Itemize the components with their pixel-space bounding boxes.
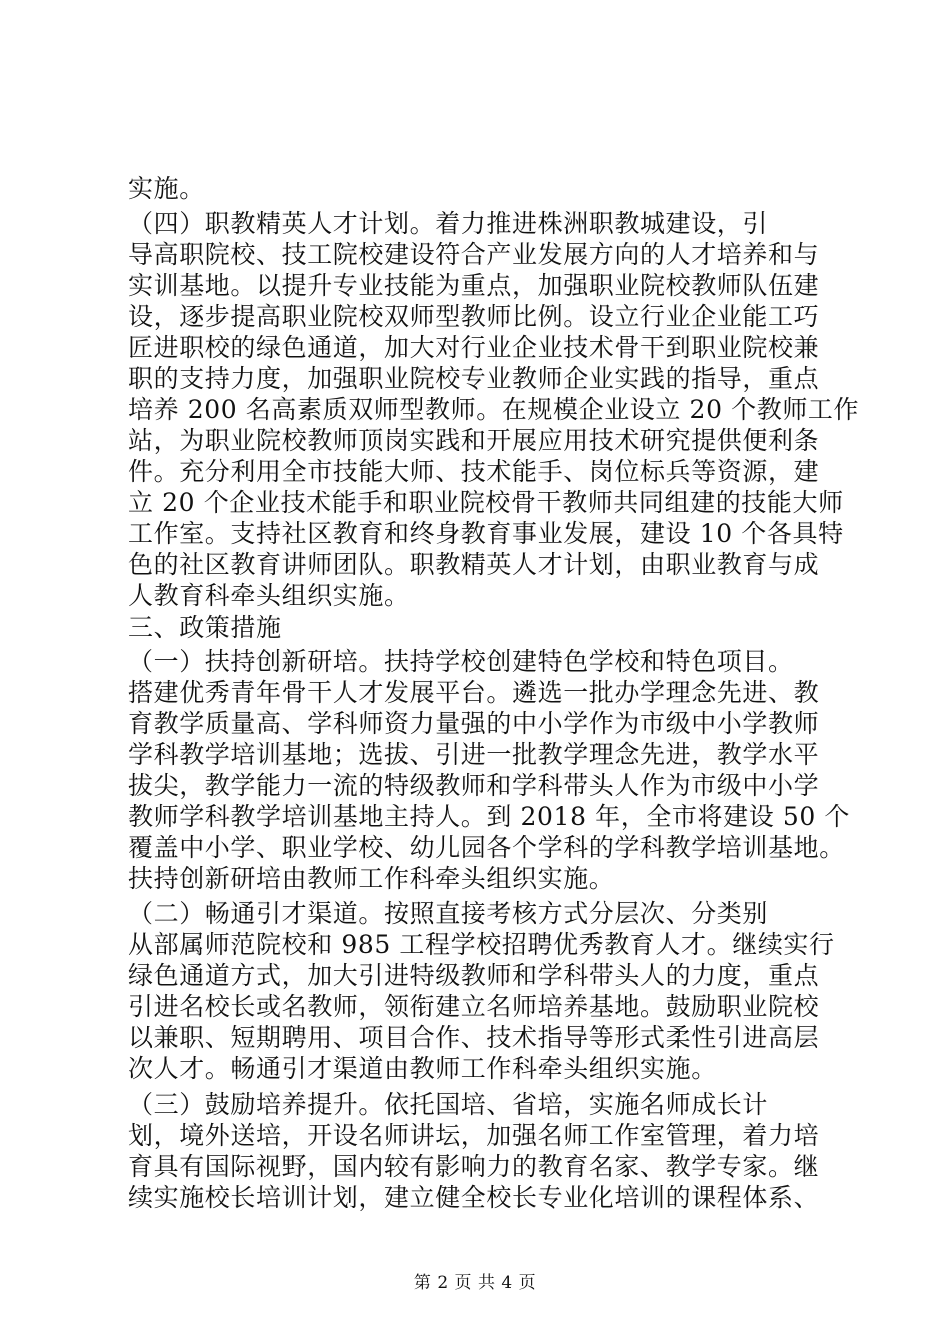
text-line: （二）畅通引才渠道。按照直接考核方式分层次、分类别: [128, 899, 769, 928]
section-heading: 三、政策措施: [128, 613, 282, 642]
text-line: 站，为职业院校教师顶岗实践和开展应用技术研究提供便利条: [128, 426, 820, 455]
text-line: 搭建优秀青年骨干人才发展平台。遴选一批办学理念先进、教: [128, 678, 820, 707]
text-line: 色的社区教育讲师团队。职教精英人才计划，由职业教育与成: [128, 550, 820, 579]
text-line: 人教育科牵头组织实施。: [128, 581, 410, 610]
text-line: 育具有国际视野，国内较有影响力的教育名家、教学专家。继: [128, 1152, 820, 1181]
text-line: 绿色通道方式，加大引进特级教师和学科带头人的力度，重点: [128, 961, 820, 990]
text-line: 实训基地。以提升专业技能为重点，加强职业院校教师队伍建: [128, 271, 820, 300]
text-line: 以兼职、短期聘用、项目合作、技术指导等形式柔性引进高层: [128, 1023, 820, 1052]
text-line: 学科教学培训基地；选拔、引进一批教学理念先进，教学水平: [128, 740, 820, 769]
text-line: 立 20 个企业技术能手和职业院校骨干教师共同组建的技能大师: [128, 488, 844, 517]
text-line: 件。充分利用全市技能大师、技术能手、岗位标兵等资源，建: [128, 457, 820, 486]
text-line: 从部属师范院校和 985 工程学校招聘优秀教育人才。继续实行: [128, 930, 835, 959]
text-line: 设，逐步提高职业院校双师型教师比例。设立行业企业能工巧: [128, 302, 820, 331]
text-line: 匠进职校的绿色通道，加大对行业企业技术骨干到职业院校兼: [128, 333, 820, 362]
text-line: 教师学科教学培训基地主持人。到 2018 年，全市将建设 50 个: [128, 802, 851, 831]
text-line: 拔尖，教学能力一流的特级教师和学科带头人作为市级中小学: [128, 771, 820, 800]
text-line: 续实施校长培训计划，建立健全校长专业化培训的课程体系、: [128, 1183, 820, 1212]
text-line: 培养 200 名高素质双师型教师。在规模企业设立 20 个教师工作: [128, 395, 860, 424]
text-line: （一）扶持创新研培。扶持学校创建特色学校和特色项目。: [128, 647, 794, 676]
text-line: （四）职教精英人才计划。着力推进株洲职教城建设，引: [128, 209, 769, 238]
text-line: 实施。: [128, 174, 205, 203]
text-line: 职的支持力度，加强职业院校专业教师企业实践的指导，重点: [128, 364, 820, 393]
text-line: 划，境外送培，开设名师讲坛，加强名师工作室管理，着力培: [128, 1121, 820, 1150]
text-line: 导高职院校、技工院校建设符合产业发展方向的人才培养和与: [128, 240, 820, 269]
text-line: 工作室。支持社区教育和终身教育事业发展，建设 10 个各具特: [128, 519, 844, 548]
text-line: 扶持创新研培由教师工作科牵头组织实施。: [128, 864, 615, 893]
text-line: 覆盖中小学、职业学校、幼儿园各个学科的学科教学培训基地。: [128, 833, 845, 862]
text-line: 引进名校长或名教师，领衔建立名师培养基地。鼓励职业院校: [128, 992, 820, 1021]
text-line: 次人才。畅通引才渠道由教师工作科牵头组织实施。: [128, 1054, 717, 1083]
text-line: 育教学质量高、学科师资力量强的中小学作为市级中小学教师: [128, 709, 820, 738]
text-line: （三）鼓励培养提升。依托国培、省培，实施名师成长计: [128, 1090, 769, 1119]
page-footer: 第 2 页 共 4 页: [413, 1273, 537, 1293]
